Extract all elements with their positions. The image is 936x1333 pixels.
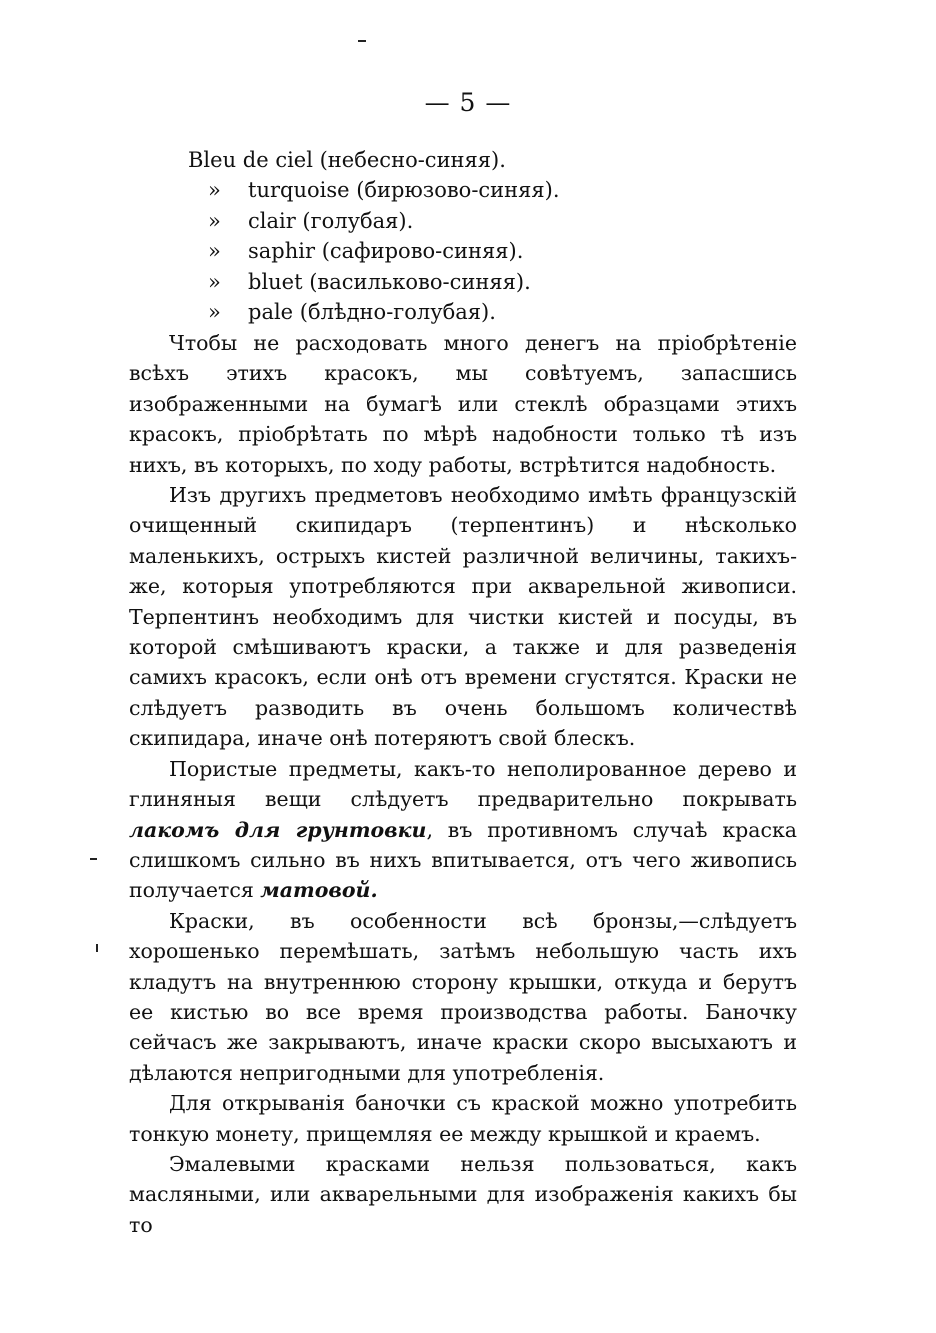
margin-speck (90, 858, 97, 860)
emphasis-matte: матовой. (260, 878, 378, 903)
body-text (129, 328, 797, 1240)
color-name: pale (блѣдно-голубая). (248, 299, 496, 324)
ditto-mark: » (208, 178, 221, 203)
ditto-mark: » (208, 239, 221, 264)
paragraph-turpentine: Изъ другихъ предметовъ необходимо имѣть французскій очищенный скипидаръ (терпентинъ) и нѣсколько маленькихъ, острыхъ кистей различной величины, такихъ-же, которыя употребляются при акварельной живописи. Терпентинъ необходимъ для чистки кистей и посуды, въ которой смѣшиваютъ краски, а также и для разведенія самихъ красокъ, если онѣ отъ времени сгустятся. Краски не слѣдуетъ разводить въ очень большомъ количествѣ скипидара, иначе онѣ потеряютъ свой блескъ. (129, 483, 797, 751)
emphasis-primer-varnish: лакомъ для грунтовки (129, 817, 427, 842)
ditto-mark: » (208, 299, 221, 324)
paragraph-mixing-bronzes: Краски, въ особенности всѣ бронзы,—слѣдуетъ хорошенько перемѣшать, затѣмъ небольшую часть ихъ кладутъ на внутреннюю сторону крышки, откуда и берутъ ее кистью во все время производства работы. Баночку сейчасъ же закрываютъ, иначе краски скоро высыхаютъ и дѣлаются непригодными для употребленія. (129, 908, 797, 1085)
paragraph-porous-objects (129, 754, 797, 906)
color-list-item (188, 175, 560, 205)
page-number: — 5 — (424, 88, 512, 117)
margin-speck (96, 944, 98, 952)
color-name: turquoise (бирюзово-синяя). (248, 178, 560, 203)
paragraph-text: Пористые предметы, какъ-то неполированное дерево и глиняныя вещи слѣдуетъ предварительно покрывать (129, 756, 797, 812)
color-list-item (188, 206, 560, 236)
print-speck (358, 40, 366, 42)
color-list-item (188, 236, 560, 266)
ditto-mark: » (208, 269, 221, 294)
paragraph-paints-purchase: Чтобы не расходовать много денегъ на пріобрѣтеніе всѣхъ этихъ красокъ, мы совѣтуемъ, запасшись изображенными на бумагѣ или стеклѣ образцами этихъ красокъ, пріобрѣтать по мѣрѣ надобности только тѣ изъ нихъ, въ которыхъ, по ходу работы, встрѣтится надобность. (129, 331, 797, 477)
color-name: saphir (сафирово-синяя). (248, 239, 524, 264)
ditto-mark: » (208, 208, 221, 233)
color-list-item (188, 267, 560, 297)
color-name: Bleu de ciel (небесно-синяя). (188, 148, 506, 172)
paragraph-enamel-paints: Эмалевыми красками нельзя пользоваться, какъ масляными, или акварельными для изображенія какихъ бы то (129, 1151, 797, 1237)
color-name: bluet (васильково-синяя). (248, 269, 531, 294)
paragraph-text: , въ противномъ случаѣ краска слишкомъ сильно въ нихъ впитывается, отъ чего живопись получается (129, 817, 797, 903)
color-list-item (188, 145, 560, 175)
color-list (188, 145, 560, 327)
color-name: clair (голубая). (248, 208, 414, 233)
color-list-item (188, 297, 560, 327)
paragraph-opening-jar: Для открыванія баночки съ краской можно употребить тонкую монету, прищемляя ее между крышкой и краемъ. (129, 1091, 797, 1146)
